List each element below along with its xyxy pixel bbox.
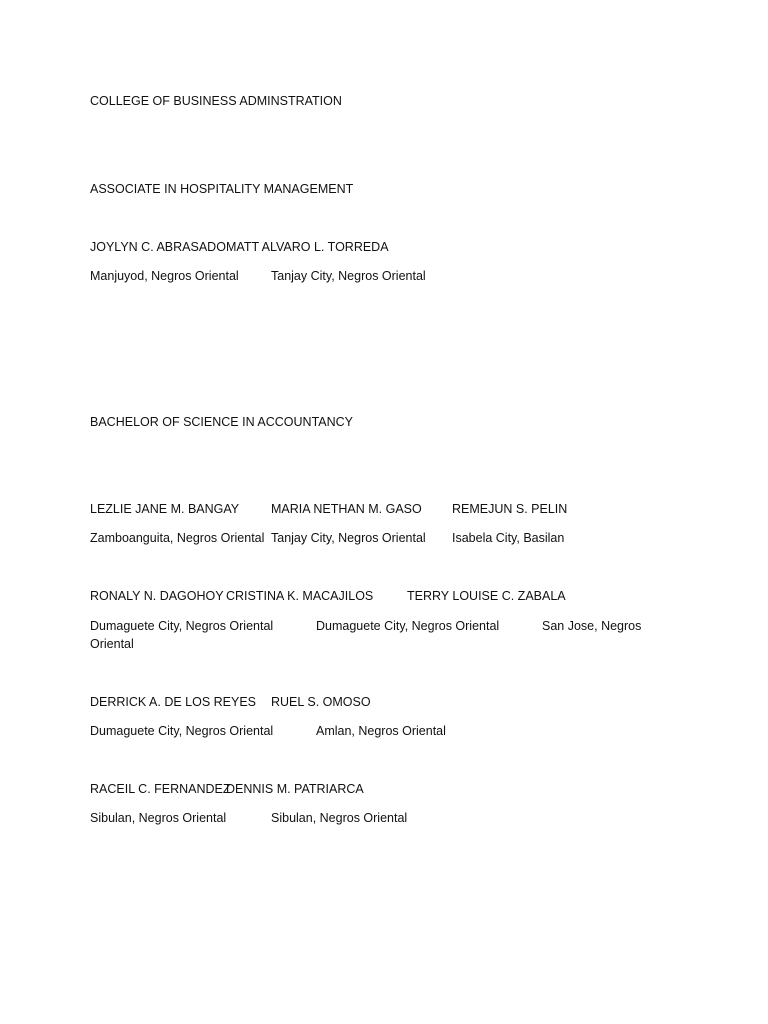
graduate-name: DERRICK A. DE LOS REYES	[90, 695, 257, 709]
graduate-name: RONALY N. DAGOHOY	[90, 589, 224, 603]
graduate-name: MATT ALVARO L. TORREDA	[226, 240, 389, 254]
graduate-place: Zamboanguita, Negros Oriental	[90, 531, 265, 545]
graduate-place: Sibulan, Negros Oriental	[271, 811, 408, 825]
graduate-name: JOYLYN C. ABRASADO	[90, 240, 226, 254]
program-heading-accountancy: BACHELOR OF SCIENCE IN ACCOUNTANCY	[90, 415, 354, 429]
graduate-name: LEZLIE JANE M. BANGAY	[90, 502, 240, 516]
graduate-name: MARIA NETHAN M. GASO	[271, 502, 422, 516]
graduate-place: Tanjay City, Negros Oriental	[271, 531, 426, 545]
graduate-place: Sibulan, Negros Oriental	[90, 811, 227, 825]
graduate-place: Isabela City, Basilan	[452, 531, 565, 545]
graduate-place: Dumaguete City, Negros Oriental	[90, 724, 274, 738]
graduate-name: RACEIL C. FERNANDEZ	[90, 782, 231, 796]
graduate-place: San Jose, Negros	[542, 619, 642, 633]
graduate-place: Dumaguete City, Negros Oriental	[316, 619, 500, 633]
graduate-place: Dumaguete City, Negros Oriental	[90, 619, 274, 633]
graduate-name: TERRY LOUISE C. ZABALA	[407, 589, 566, 603]
graduate-name: DENNIS M. PATRIARCA	[226, 782, 364, 796]
graduate-place: Manjuyod, Negros Oriental	[90, 269, 239, 283]
college-heading: COLLEGE OF BUSINESS ADMINSTRATION	[90, 94, 342, 108]
graduate-place: Tanjay City, Negros Oriental	[271, 269, 426, 283]
graduate-name: RUEL S. OMOSO	[271, 695, 371, 709]
graduate-place: Amlan, Negros Oriental	[316, 724, 446, 738]
program-heading-hospitality: ASSOCIATE IN HOSPITALITY MANAGEMENT	[90, 182, 354, 196]
graduate-name: REMEJUN S. PELIN	[452, 502, 568, 516]
graduate-name: CRISTINA K. MACAJILOS	[226, 589, 374, 603]
graduate-place-continuation: Oriental	[90, 637, 134, 651]
